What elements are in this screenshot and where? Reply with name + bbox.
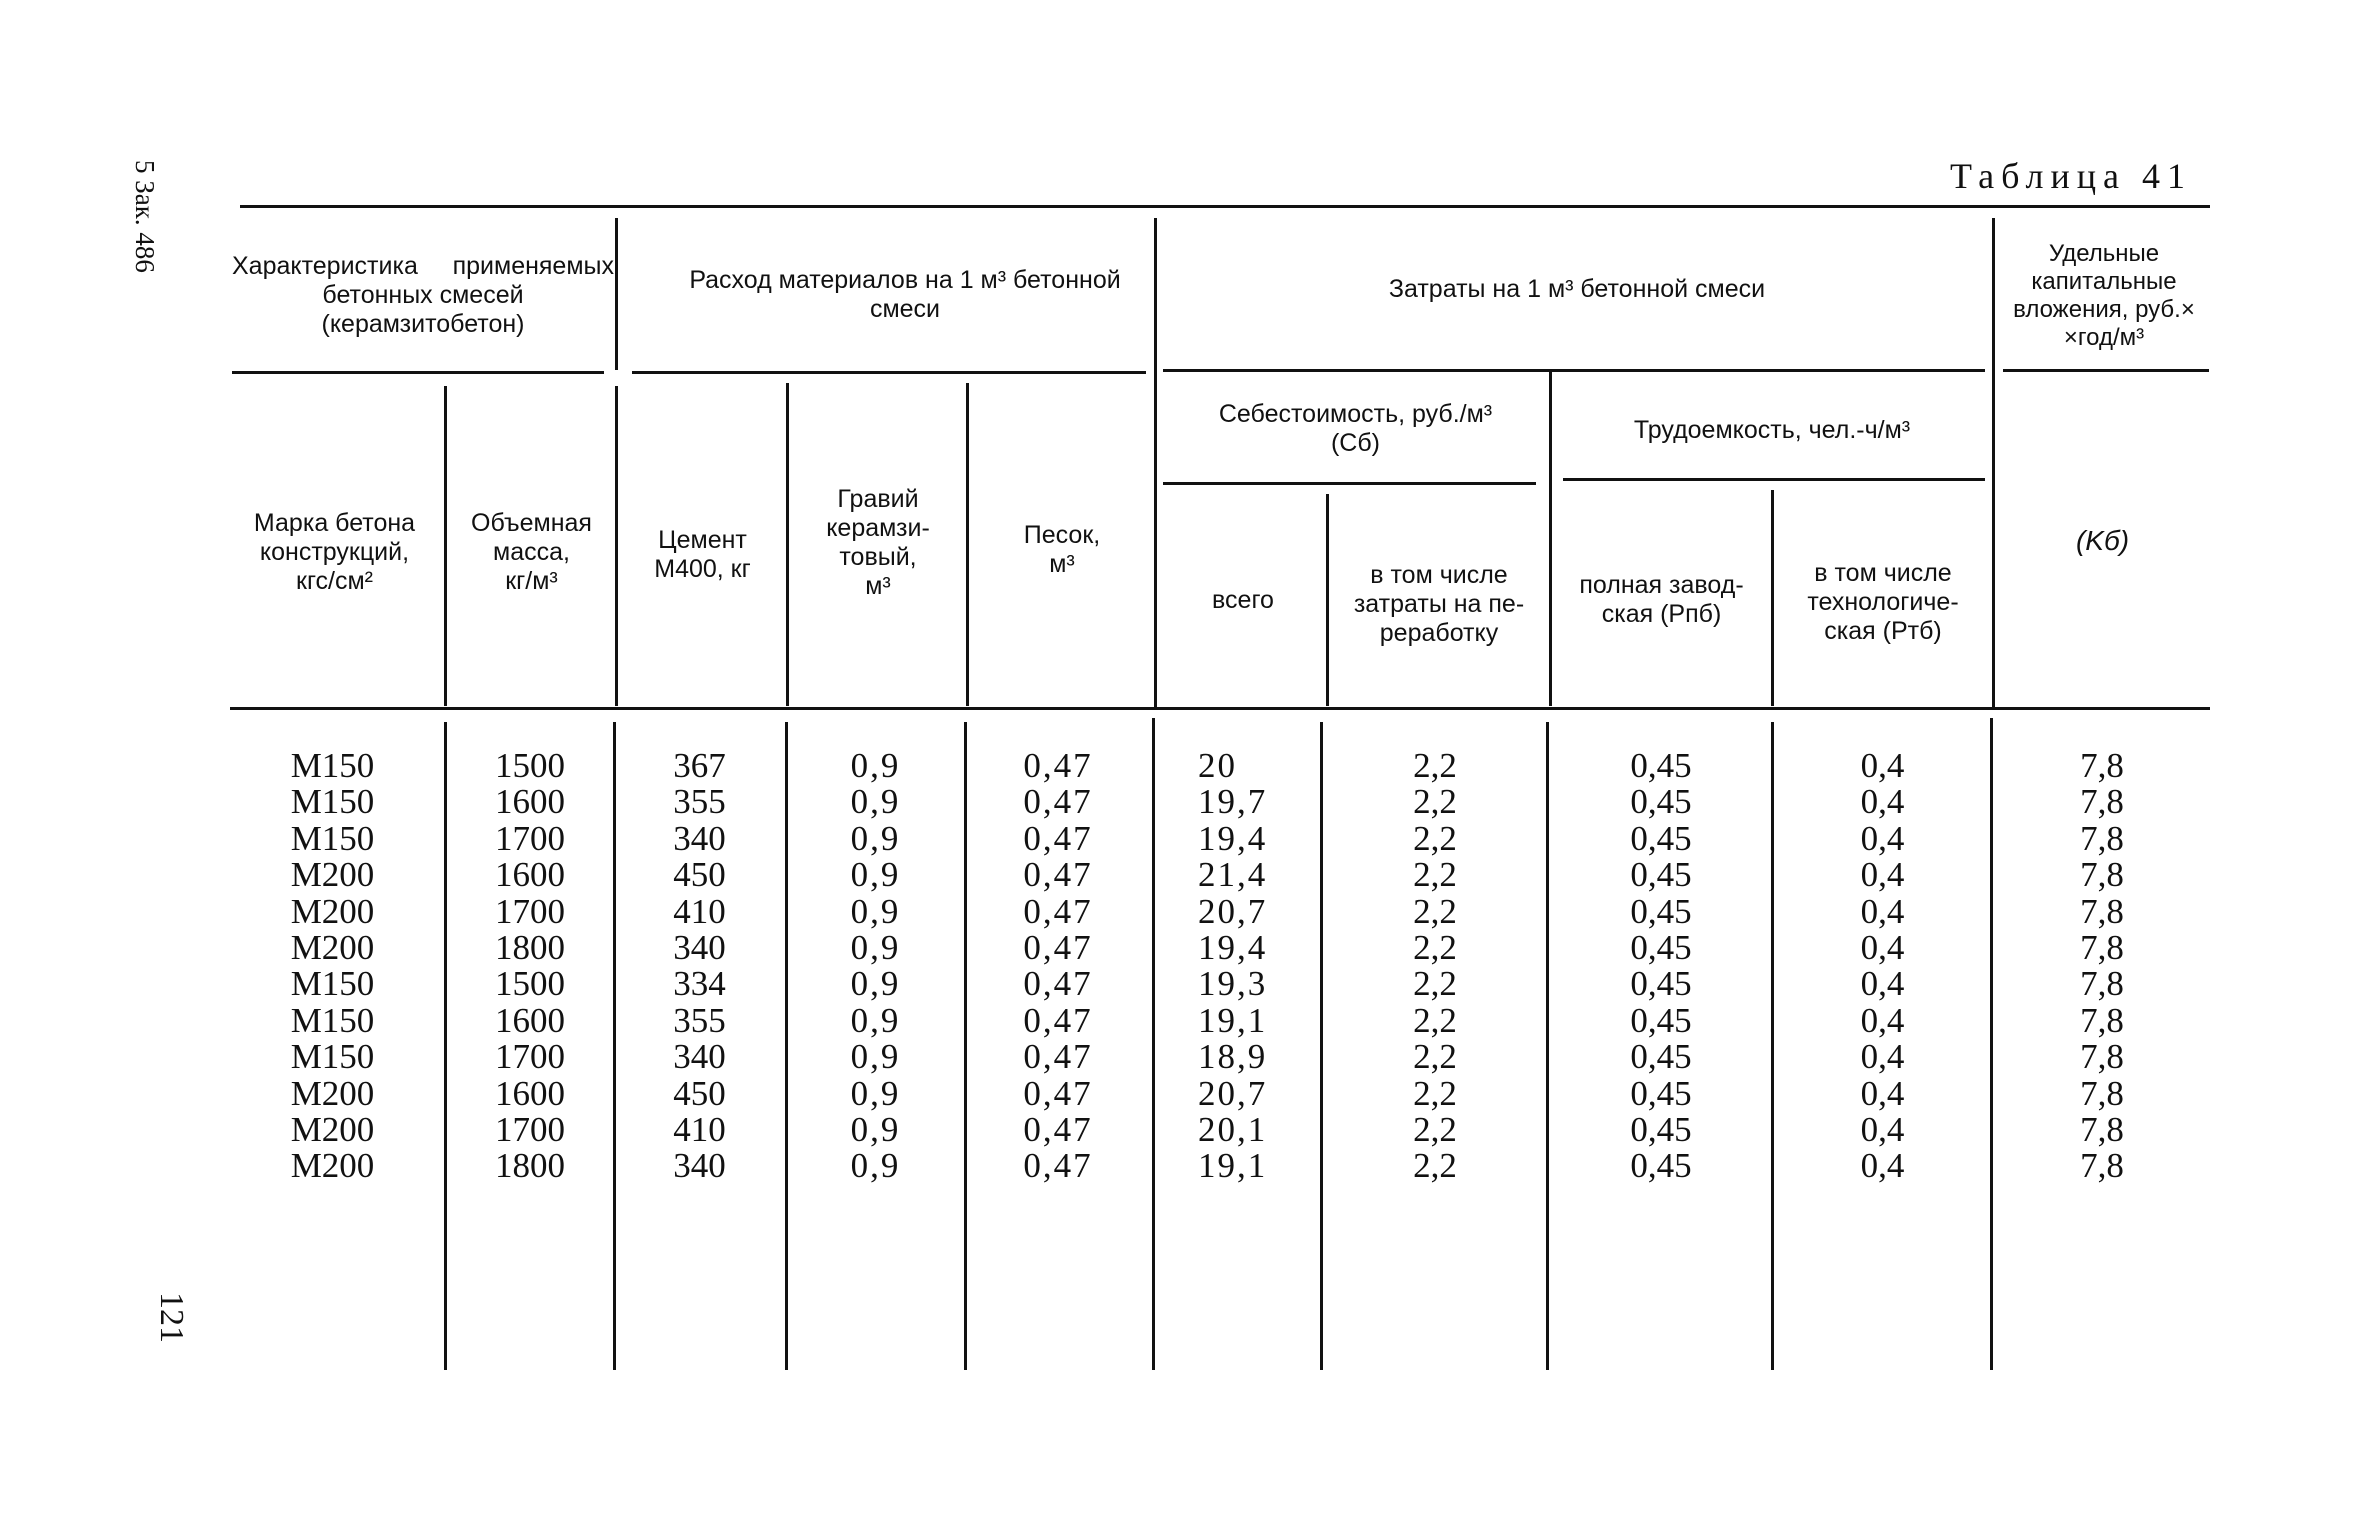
table-cell-plant-labor: 0,45 bbox=[1630, 855, 1692, 895]
header-cement: Цемент М400, кг bbox=[654, 526, 751, 583]
table-cell-processing: 2,2 bbox=[1413, 1109, 1457, 1149]
table-cell-gravel: 0,9 bbox=[850, 1073, 901, 1113]
vrule-header-density-cement bbox=[615, 386, 618, 706]
table-cell-capital: 7,8 bbox=[2080, 1000, 2124, 1040]
header-grade: Марка бетона конструкций, кгс/см² bbox=[253, 509, 416, 595]
table-cell-cement: 340 bbox=[673, 818, 726, 858]
column-plant-labor bbox=[1550, 748, 1772, 1185]
table-cell-plant-labor: 0,45 bbox=[1630, 1146, 1692, 1186]
table-cell-processing: 2,2 bbox=[1413, 746, 1457, 785]
table-cell-density: 1700 bbox=[495, 891, 565, 931]
table-cell-cement: 340 bbox=[673, 1037, 726, 1077]
rule-under-capital bbox=[2003, 369, 2209, 372]
table-cell-grade: М150 bbox=[290, 746, 375, 785]
table-cell-processing: 2,2 bbox=[1413, 1000, 1457, 1040]
table-cell-grade: М150 bbox=[290, 818, 375, 858]
table-cell-cement: 450 bbox=[673, 1073, 726, 1113]
table-cell-tech-labor: 0,4 bbox=[1860, 1073, 1905, 1113]
table-cell-total: 19,1 bbox=[1198, 1146, 1268, 1186]
table-cell-grade: М200 bbox=[290, 891, 375, 931]
table-cell-plant-labor: 0,45 bbox=[1630, 1037, 1692, 1077]
column-grade bbox=[245, 748, 420, 1185]
table-cell-grade: М200 bbox=[290, 927, 375, 967]
table-cell-tech-labor: 0,4 bbox=[1860, 1037, 1905, 1077]
vrule-body-gravel-sand bbox=[964, 722, 967, 1370]
table-cell-cement: 450 bbox=[673, 855, 726, 895]
table-cell-density: 1800 bbox=[495, 1146, 565, 1186]
table-cell-tech-labor: 0,4 bbox=[1860, 855, 1905, 895]
table-cell-total: 20,1 bbox=[1198, 1109, 1268, 1149]
table-cell-cement: 355 bbox=[673, 782, 726, 822]
table-cell-sand: 0,47 bbox=[1023, 746, 1093, 785]
table-cell-density: 1800 bbox=[495, 927, 565, 967]
side-order-number: 5 Зак. 486 bbox=[130, 160, 160, 273]
table-cell-plant-labor: 0,45 bbox=[1630, 1000, 1692, 1040]
table-cell-tech-labor: 0,4 bbox=[1860, 1109, 1905, 1149]
table-cell-gravel: 0,9 bbox=[850, 891, 901, 931]
header-materials: Расход материалов на 1 м³ бетонной смеси bbox=[689, 266, 1121, 323]
rule-under-cost-price bbox=[1163, 482, 1536, 485]
table-cell-cement: 367 bbox=[673, 746, 726, 785]
table-cell-density: 1600 bbox=[495, 1073, 565, 1113]
table-cell-sand: 0,47 bbox=[1023, 1109, 1093, 1149]
table-cell-plant-labor: 0,45 bbox=[1630, 964, 1692, 1004]
table-cell-capital: 7,8 bbox=[2080, 891, 2124, 931]
table-cell-total: 19,7 bbox=[1198, 782, 1268, 822]
vrule-body-total-processing bbox=[1320, 722, 1323, 1370]
header-labor: Трудоемкость, чел.-ч/м³ bbox=[1633, 415, 1911, 444]
table-cell-processing: 2,2 bbox=[1413, 1146, 1457, 1186]
table-cell-plant-labor: 0,45 bbox=[1630, 818, 1692, 858]
table-cell-gravel: 0,9 bbox=[850, 818, 901, 858]
column-total bbox=[1170, 748, 1320, 1185]
table-cell-tech-labor: 0,4 bbox=[1860, 927, 1905, 967]
table-cell-tech-labor: 0,4 bbox=[1860, 782, 1905, 822]
rule-under-characteristics bbox=[232, 371, 604, 374]
header-gravel: Гравий керамзи- товый, м³ bbox=[826, 484, 930, 600]
table-cell-plant-labor: 0,45 bbox=[1630, 891, 1692, 931]
table-cell-sand: 0,47 bbox=[1023, 964, 1093, 1004]
header-bottom-rule bbox=[230, 707, 2210, 710]
table-cell-capital: 7,8 bbox=[2080, 782, 2124, 822]
table-cell-total: 19,4 bbox=[1198, 818, 1268, 858]
header-tech-labor: в том числе технологиче- ская (Pтб) bbox=[1807, 559, 1959, 645]
table-cell-capital: 7,8 bbox=[2080, 927, 2124, 967]
table-cell-cement: 410 bbox=[673, 1109, 726, 1149]
table-cell-capital: 7,8 bbox=[2080, 964, 2124, 1004]
table-cell-grade: М150 bbox=[290, 964, 375, 1004]
vrule-body-tech-capital bbox=[1990, 718, 1993, 1370]
table-cell-total: 18,9 bbox=[1198, 1037, 1268, 1077]
table-cell-density: 1600 bbox=[495, 855, 565, 895]
table-cell-density: 1600 bbox=[495, 1000, 565, 1040]
header-cost-price: Себестоимость, руб./м³ (Cб) bbox=[1218, 400, 1493, 457]
vrule-body-processing-plant bbox=[1546, 722, 1549, 1370]
table-cell-plant-labor: 0,45 bbox=[1630, 927, 1692, 967]
table-cell-gravel: 0,9 bbox=[850, 782, 901, 822]
header-capital-symbol: (Kб) bbox=[2075, 524, 2130, 556]
vrule-header-materials-costs bbox=[1154, 218, 1157, 710]
table-cell-plant-labor: 0,45 bbox=[1630, 1109, 1692, 1149]
table-cell-sand: 0,47 bbox=[1023, 855, 1093, 895]
table-cell-total: 19,4 bbox=[1198, 927, 1268, 967]
table-cell-total: 21,4 bbox=[1198, 855, 1268, 895]
table-cell-grade: М200 bbox=[290, 1073, 375, 1113]
table-cell-grade: М200 bbox=[290, 1146, 375, 1186]
table-cell-capital: 7,8 bbox=[2080, 1037, 2124, 1077]
table-cell-density: 1700 bbox=[495, 1109, 565, 1149]
table-cell-sand: 0,47 bbox=[1023, 818, 1093, 858]
table-cell-density: 1500 bbox=[495, 964, 565, 1004]
header-sand: Песок, м³ bbox=[1023, 521, 1101, 578]
table-cell-gravel: 0,9 bbox=[850, 1146, 901, 1186]
table-cell-gravel: 0,9 bbox=[850, 927, 901, 967]
header-density: Объемная масса, кг/м³ bbox=[471, 509, 592, 595]
column-sand bbox=[968, 748, 1148, 1185]
column-processing bbox=[1324, 748, 1546, 1185]
table-cell-processing: 2,2 bbox=[1413, 782, 1457, 822]
column-density bbox=[448, 748, 612, 1185]
rule-under-labor bbox=[1563, 478, 1985, 481]
table-cell-gravel: 0,9 bbox=[850, 964, 901, 1004]
table-cell-plant-labor: 0,45 bbox=[1630, 1073, 1692, 1113]
table-cell-total: 20,7 bbox=[1198, 891, 1268, 931]
header-processing: в том числе затраты на пе- реработку bbox=[1353, 561, 1525, 647]
column-capital bbox=[1994, 748, 2210, 1185]
table-cell-density: 1700 bbox=[495, 1037, 565, 1077]
table-cell-processing: 2,2 bbox=[1413, 927, 1457, 967]
table-cell-grade: М150 bbox=[290, 1000, 375, 1040]
table-cell-processing: 2,2 bbox=[1413, 891, 1457, 931]
table-cell-gravel: 0,9 bbox=[850, 746, 901, 785]
vrule-header-grade-density bbox=[444, 386, 447, 706]
table-top-rule bbox=[240, 205, 2210, 208]
table-cell-sand: 0,47 bbox=[1023, 1037, 1093, 1077]
table-cell-density: 1600 bbox=[495, 782, 565, 822]
table-cell-tech-labor: 0,4 bbox=[1860, 964, 1905, 1004]
table-cell-cement: 334 bbox=[673, 964, 726, 1004]
rule-under-materials bbox=[632, 371, 1146, 374]
header-total: всего bbox=[1212, 585, 1274, 614]
table-cell-sand: 0,47 bbox=[1023, 1000, 1093, 1040]
table-cell-grade: М200 bbox=[290, 1109, 375, 1149]
table-cell-total: 19,1 bbox=[1198, 1000, 1268, 1040]
header-capital: Удельные капитальные вложения, руб.× ×год/м³ bbox=[2013, 240, 2195, 351]
table-cell-cement: 355 bbox=[673, 1000, 726, 1040]
table-cell-capital: 7,8 bbox=[2080, 1073, 2124, 1113]
table-cell-tech-labor: 0,4 bbox=[1860, 1146, 1905, 1186]
table-cell-processing: 2,2 bbox=[1413, 1073, 1457, 1113]
table-cell-tech-labor: 0,4 bbox=[1860, 746, 1905, 785]
column-cement bbox=[617, 748, 782, 1185]
vrule-header-chars-materials bbox=[615, 218, 618, 370]
table-cell-gravel: 0,9 bbox=[850, 1037, 901, 1077]
table-cell-sand: 0,47 bbox=[1023, 1073, 1093, 1113]
table-cell-processing: 2,2 bbox=[1413, 1037, 1457, 1077]
table-cell-plant-labor: 0,45 bbox=[1630, 746, 1692, 785]
column-gravel bbox=[788, 748, 963, 1185]
table-cell-density: 1500 bbox=[495, 746, 565, 785]
vrule-header-cement-gravel bbox=[786, 383, 789, 706]
header-plant-labor: полная завод- ская (Pпб) bbox=[1579, 571, 1744, 628]
vrule-header-costs-capital bbox=[1992, 218, 1995, 710]
table-cell-total: 20,7 bbox=[1198, 1073, 1268, 1113]
table-cell-grade: М150 bbox=[290, 1037, 375, 1077]
table-cell-density: 1700 bbox=[495, 818, 565, 858]
table-title: Таблица 41 bbox=[1950, 156, 2192, 196]
vrule-body-sand-total bbox=[1152, 718, 1155, 1370]
vrule-body-grade-density bbox=[444, 722, 447, 1370]
table-cell-processing: 2,2 bbox=[1413, 855, 1457, 895]
table-cell-sand: 0,47 bbox=[1023, 782, 1093, 822]
vrule-body-density-cement bbox=[613, 722, 616, 1370]
table-cell-tech-labor: 0,4 bbox=[1860, 1000, 1905, 1040]
table-cell-capital: 7,8 bbox=[2080, 746, 2124, 785]
table-cell-total: 20 bbox=[1198, 746, 1237, 785]
table-cell-cement: 340 bbox=[673, 1146, 726, 1186]
table-cell-capital: 7,8 bbox=[2080, 1146, 2124, 1186]
page-number: 121 bbox=[153, 1292, 190, 1343]
rule-under-costs bbox=[1163, 369, 1985, 372]
table-cell-tech-labor: 0,4 bbox=[1860, 818, 1905, 858]
header-costs: Затраты на 1 м³ бетонной смеси bbox=[1388, 274, 1766, 303]
table-cell-gravel: 0,9 bbox=[850, 855, 901, 895]
table-cell-total: 19,3 bbox=[1198, 964, 1268, 1004]
header-characteristics: Характеристика применяемых бетонных смесей (керамзитобетон) bbox=[232, 251, 614, 338]
column-tech-labor bbox=[1775, 748, 1990, 1185]
table-cell-cement: 410 bbox=[673, 891, 726, 931]
table-cell-plant-labor: 0,45 bbox=[1630, 782, 1692, 822]
table-cell-capital: 7,8 bbox=[2080, 855, 2124, 895]
table-cell-capital: 7,8 bbox=[2080, 1109, 2124, 1149]
table-cell-processing: 2,2 bbox=[1413, 818, 1457, 858]
table-cell-processing: 2,2 bbox=[1413, 964, 1457, 1004]
vrule-header-gravel-sand bbox=[966, 383, 969, 706]
table-cell-gravel: 0,9 bbox=[850, 1000, 901, 1040]
table-cell-grade: М150 bbox=[290, 782, 375, 822]
table-cell-sand: 0,47 bbox=[1023, 1146, 1093, 1186]
table-cell-sand: 0,47 bbox=[1023, 927, 1093, 967]
table-cell-capital: 7,8 bbox=[2080, 818, 2124, 858]
table-cell-grade: М200 bbox=[290, 855, 375, 895]
table-cell-tech-labor: 0,4 bbox=[1860, 891, 1905, 931]
table-cell-sand: 0,47 bbox=[1023, 891, 1093, 931]
table-cell-cement: 340 bbox=[673, 927, 726, 967]
table-cell-gravel: 0,9 bbox=[850, 1109, 901, 1149]
